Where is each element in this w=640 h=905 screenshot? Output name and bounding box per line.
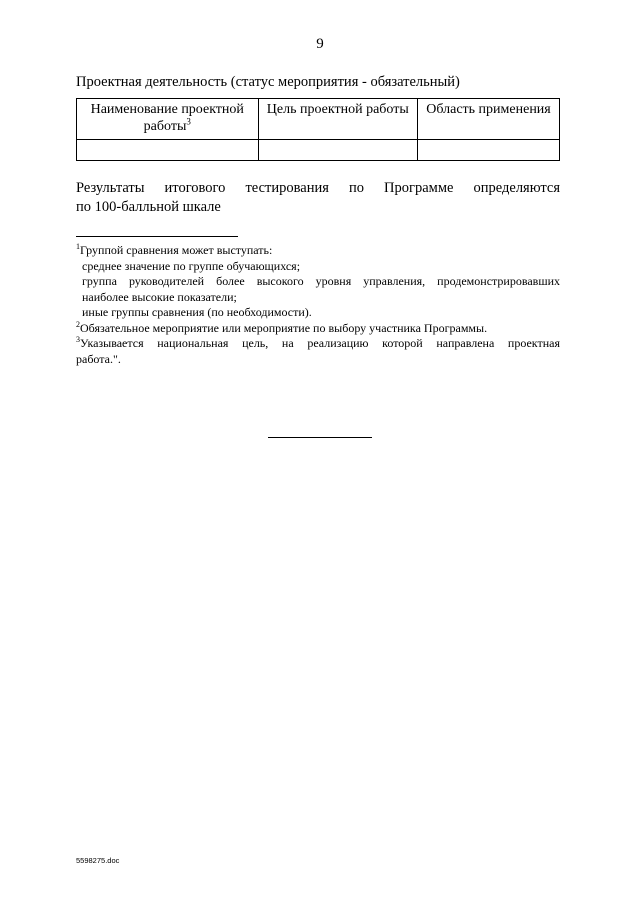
table-row [77, 140, 560, 161]
page-number: 9 [316, 36, 324, 52]
header-project-name-text: Наименование проектной работы [90, 102, 244, 134]
footnotes [76, 243, 560, 367]
footnote-1-item-2-line-2: наиболее высокие показатели; [82, 289, 237, 304]
project-activity-table [76, 98, 560, 161]
table-cell [258, 140, 417, 161]
footnote-1-intro [76, 243, 560, 259]
footnote-3-line-1 [76, 336, 560, 352]
footnote-marker-2: 2 [76, 319, 80, 329]
results-paragraph [76, 179, 560, 217]
results-line-2: по 100-балльной шкале [76, 199, 221, 215]
footnote-separator [76, 236, 238, 237]
footnote-3-line-2: работа.". [76, 351, 121, 366]
header-project-goal [258, 99, 417, 140]
header-project-goal-text: Цель проектной работы [266, 102, 409, 117]
footnote-1-item-3: иные группы сравнения (по необходимости). [82, 305, 312, 319]
document-id: 5598275.doc [76, 856, 120, 865]
footnote-marker-1: 1 [76, 242, 80, 251]
section-title: Проектная деятельность (статус мероприятия - обязательный) [76, 74, 460, 90]
table-cell [418, 140, 560, 161]
footnote-marker-3: 3 [76, 335, 80, 344]
results-line-1: Результаты итогового тестирования по Программе определяются [76, 180, 560, 196]
footnote-ref-3: 3 [186, 116, 191, 127]
footnote-1-item-2-line-1: группа руководителей более высокого уровня управления, продемонстрировавших [82, 274, 560, 288]
table-header-row [77, 99, 560, 140]
footnote-3-text: Указывается национальная цель, на реализацию которой направлена проектная [80, 336, 560, 350]
table-cell [77, 140, 259, 161]
end-of-document-rule [268, 437, 372, 438]
footnote-2-text: Обязательное мероприятие или мероприятие по выбору участника Программы. [80, 320, 488, 335]
header-application-area [418, 99, 560, 140]
footnote-1-item-1: среднее значение по группе обучающихся; [82, 258, 301, 273]
footnote-1-intro-text: Группой сравнения может выступать: [80, 243, 273, 257]
header-project-name [77, 99, 259, 140]
header-application-area-text: Область применения [426, 102, 551, 117]
footnote-2 [76, 321, 560, 337]
